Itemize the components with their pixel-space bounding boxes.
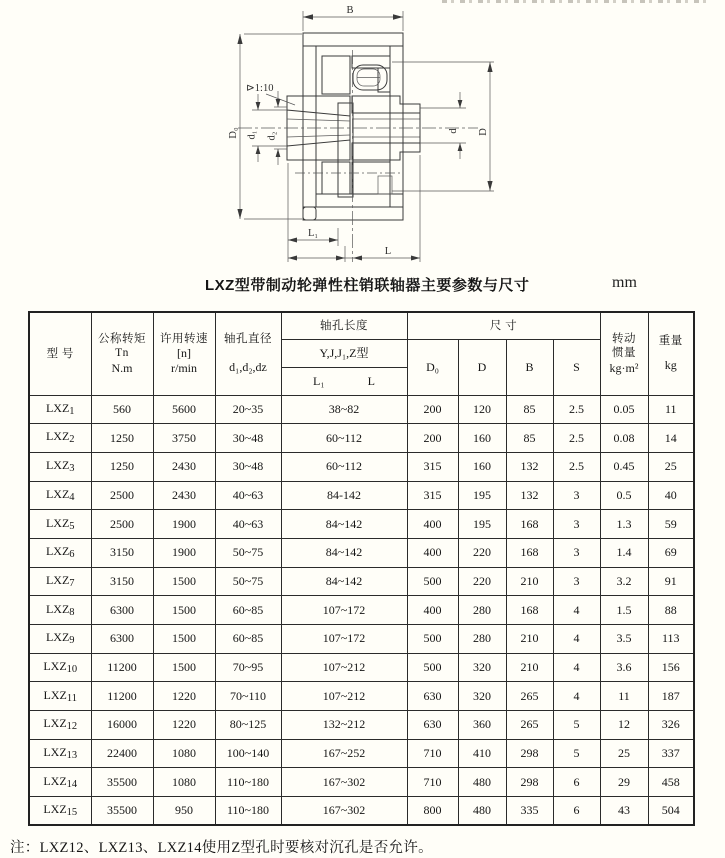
cell-value: 50~75 [215,538,281,567]
cell-value: 3 [553,538,600,567]
cell-value: 30~48 [215,424,281,453]
cell-model: LXZ8 [29,596,91,625]
col-header-model: 型 号 [29,312,91,395]
cell-value: 1.4 [600,538,648,567]
table-row [29,682,694,711]
cell-value: 458 [648,768,694,797]
cell-value: 160 [458,424,506,453]
cell-value: 14 [648,424,694,453]
col-header-bore-types: Y,J,J₁,Z型 [281,339,407,367]
table-row [29,481,694,510]
cell-value: 69 [648,538,694,567]
cell-value: 265 [506,711,553,740]
cell-model: LXZ7 [29,567,91,596]
cell-value: 210 [506,653,553,682]
col-header-size-group: 尺 寸 [407,312,600,339]
cell-model: LXZ11 [29,682,91,711]
cell-value: 84-142 [281,481,407,510]
cell-value: 11 [600,682,648,711]
cell-value: 4 [553,596,600,625]
table-row [29,739,694,768]
cell-value: 60~85 [215,596,281,625]
cell-value: 4 [553,625,600,654]
cell-value: 1.5 [600,596,648,625]
cell-value: 1500 [153,567,215,596]
cell-model: LXZ15 [29,797,91,826]
col-header-speed: 许用转速 [n] r/min [153,312,215,395]
cell-value: 132 [506,481,553,510]
col-header-weight: 重量 kg [648,312,694,395]
cell-value: 1500 [153,653,215,682]
col-header-torque: 公称转矩Tn N.m [91,312,153,395]
cell-value: 480 [458,768,506,797]
cell-value: 298 [506,739,553,768]
table-row [29,797,694,826]
col-header-L1-L: L₁ L [281,367,407,395]
cell-model: LXZ12 [29,711,91,740]
dimension-d [420,92,466,159]
cell-value: 220 [458,538,506,567]
cell-model: LXZ13 [29,739,91,768]
cell-value: 400 [407,596,458,625]
cell-value: 504 [648,797,694,826]
dim-label-L1: L₁ [307,228,319,239]
cell-value: 11200 [91,682,153,711]
cell-value: 1500 [153,625,215,654]
dim-label-B: B [346,5,354,16]
cell-value: 500 [407,625,458,654]
cell-model: LXZ5 [29,510,91,539]
table-row [29,625,694,654]
cell-value: 2500 [91,481,153,510]
dim-label-d2: d₂ [266,131,278,141]
title-row [0,272,725,298]
cell-model: LXZ3 [29,452,91,481]
cell-value: 35500 [91,768,153,797]
cell-value: 20~35 [215,395,281,424]
cell-model: LXZ6 [29,538,91,567]
cell-value: 0.45 [600,452,648,481]
centre-spacer [338,50,353,262]
dimension-L [288,155,420,262]
cell-value: 800 [407,797,458,826]
cell-value: 6 [553,768,600,797]
cell-value: 167~302 [281,768,407,797]
table-body [29,395,694,825]
dim-label-D0: D₀ [228,127,239,139]
cell-value: 500 [407,567,458,596]
table-row [29,711,694,740]
cell-value: 400 [407,538,458,567]
cell-value: 40~63 [215,510,281,539]
unit-label: mm [612,274,637,291]
cell-value: 4 [553,653,600,682]
cell-value: 167~302 [281,797,407,826]
cell-value: 50~75 [215,567,281,596]
table-row [29,538,694,567]
cell-value: 70~95 [215,653,281,682]
dim-label-d: d [448,128,459,134]
cell-value: 0.08 [600,424,648,453]
cell-value: 1900 [153,510,215,539]
cell-value: 167~252 [281,739,407,768]
cell-value: 160 [458,452,506,481]
cell-value: 210 [506,625,553,654]
col-header-bore-length: 轴孔长度 [281,312,407,339]
cell-value: 156 [648,653,694,682]
table-row [29,567,694,596]
cell-value: 168 [506,538,553,567]
cell-value: 120 [458,395,506,424]
cell-value: 3.2 [600,567,648,596]
cell-value: 132 [506,452,553,481]
taper-label: ⊳1:10 [246,83,274,94]
cell-value: 30~48 [215,452,281,481]
cell-value: 59 [648,510,694,539]
cell-value: 1900 [153,538,215,567]
col-header-bore-diameter: 轴孔直径 d₁,d₂,dz [215,312,281,395]
cell-value: 187 [648,682,694,711]
cell-value: 6 [553,797,600,826]
col-header-S: S [553,339,600,395]
table-row [29,424,694,453]
cell-value: 60~85 [215,625,281,654]
cell-value: 630 [407,711,458,740]
cell-value: 11200 [91,653,153,682]
cell-value: 70~110 [215,682,281,711]
cell-value: 280 [458,625,506,654]
dim-label-D: D [478,128,489,136]
cell-value: 29 [600,768,648,797]
cell-model: LXZ4 [29,481,91,510]
cell-value: 5 [553,739,600,768]
cell-value: 630 [407,682,458,711]
cell-value: 38~82 [281,395,407,424]
cell-value: 168 [506,510,553,539]
cell-value: 480 [458,797,506,826]
cell-value: 110~180 [215,797,281,826]
cell-value: 200 [407,424,458,453]
table-row [29,395,694,424]
cell-value: 107~172 [281,596,407,625]
cell-value: 60~112 [281,452,407,481]
cell-value: 1080 [153,739,215,768]
cell-value: 1220 [153,711,215,740]
cell-value: 25 [600,739,648,768]
parameters-table [28,311,695,826]
cell-value: 16000 [91,711,153,740]
cell-value: 195 [458,510,506,539]
cell-value: 168 [506,596,553,625]
cell-value: 1250 [91,452,153,481]
cell-value: 60~112 [281,424,407,453]
cell-value: 40 [648,481,694,510]
cell-value: 84~142 [281,538,407,567]
cell-value: 3 [553,510,600,539]
dimension-B [303,5,403,31]
cell-value: 3 [553,481,600,510]
cell-value: 265 [506,682,553,711]
cell-value: 84~142 [281,510,407,539]
cell-value: 335 [506,797,553,826]
cell-value: 107~212 [281,682,407,711]
dimension-D [392,62,494,191]
dimension-D0 [228,34,302,219]
cell-value: 2430 [153,452,215,481]
cell-value: 315 [407,452,458,481]
cell-value: 6300 [91,596,153,625]
cell-value: 113 [648,625,694,654]
table-row [29,596,694,625]
cell-value: 4 [553,682,600,711]
cell-value: 3 [553,567,600,596]
cell-value: 500 [407,653,458,682]
cell-value: 320 [458,682,506,711]
cell-value: 3750 [153,424,215,453]
cell-value: 210 [506,567,553,596]
taper-note [246,83,295,105]
cell-value: 2500 [91,510,153,539]
cell-value: 1500 [153,596,215,625]
cell-value: 2.5 [553,395,600,424]
cell-value: 1220 [153,682,215,711]
cell-value: 298 [506,768,553,797]
cell-value: 710 [407,739,458,768]
cell-value: 326 [648,711,694,740]
cell-value: 22400 [91,739,153,768]
page-title: LXZ型带制动轮弹性柱销联轴器主要参数与尺寸 [205,277,530,294]
table-row [29,510,694,539]
cell-value: 2430 [153,481,215,510]
cell-value: 710 [407,768,458,797]
dimension-L1 [288,163,338,262]
cell-value: 360 [458,711,506,740]
dim-label-d1: d₁ [246,130,258,140]
cell-value: 132~212 [281,711,407,740]
cell-value: 88 [648,596,694,625]
cell-value: 107~172 [281,625,407,654]
cell-value: 91 [648,567,694,596]
cell-value: 3.5 [600,625,648,654]
cell-value: 0.5 [600,481,648,510]
cell-value: 220 [458,567,506,596]
cell-value: 560 [91,395,153,424]
col-header-B: B [506,339,553,395]
footnote: 注：LXZ12、LXZ13、LXZ14使用Z型孔时要核对沉孔是否允许。 [10,840,433,856]
table-row [29,452,694,481]
cell-model: LXZ10 [29,653,91,682]
cell-value: 320 [458,653,506,682]
col-header-D0: D₀ [407,339,458,395]
cell-value: 107~212 [281,653,407,682]
elastic-pin-assembly [322,56,390,94]
cell-value: 400 [407,510,458,539]
cell-model: LXZ1 [29,395,91,424]
cell-value: 80~125 [215,711,281,740]
table-row [29,653,694,682]
cell-value: 3150 [91,567,153,596]
table-row [29,768,694,797]
col-header-inertia: 转动 惯量 kg·m² [600,312,648,395]
cell-value: 85 [506,395,553,424]
cell-value: 110~180 [215,768,281,797]
cell-value: 410 [458,739,506,768]
cell-value: 0.05 [600,395,648,424]
cell-value: 3150 [91,538,153,567]
cell-value: 12 [600,711,648,740]
cell-value: 5600 [153,395,215,424]
cell-value: 11 [648,395,694,424]
coupling-section-drawing [0,0,725,272]
cell-value: 2.5 [553,452,600,481]
cell-model: LXZ2 [29,424,91,453]
cell-value: 2.5 [553,424,600,453]
cell-model: LXZ9 [29,625,91,654]
cell-value: 200 [407,395,458,424]
cell-value: 195 [458,481,506,510]
cell-value: 337 [648,739,694,768]
col-header-D: D [458,339,506,395]
cell-value: 315 [407,481,458,510]
cell-value: 280 [458,596,506,625]
cell-value: 43 [600,797,648,826]
cell-value: 3.6 [600,653,648,682]
lower-flange-blocks [322,162,392,194]
cell-value: 1250 [91,424,153,453]
cell-value: 1080 [153,768,215,797]
cell-value: 950 [153,797,215,826]
cell-value: 6300 [91,625,153,654]
cell-value: 84~142 [281,567,407,596]
cell-value: 1.3 [600,510,648,539]
cell-model: LXZ14 [29,768,91,797]
cell-value: 35500 [91,797,153,826]
cell-value: 85 [506,424,553,453]
cell-value: 25 [648,452,694,481]
cell-value: 40~63 [215,481,281,510]
cell-value: 100~140 [215,739,281,768]
cell-value: 5 [553,711,600,740]
dim-label-L: L [384,246,392,257]
